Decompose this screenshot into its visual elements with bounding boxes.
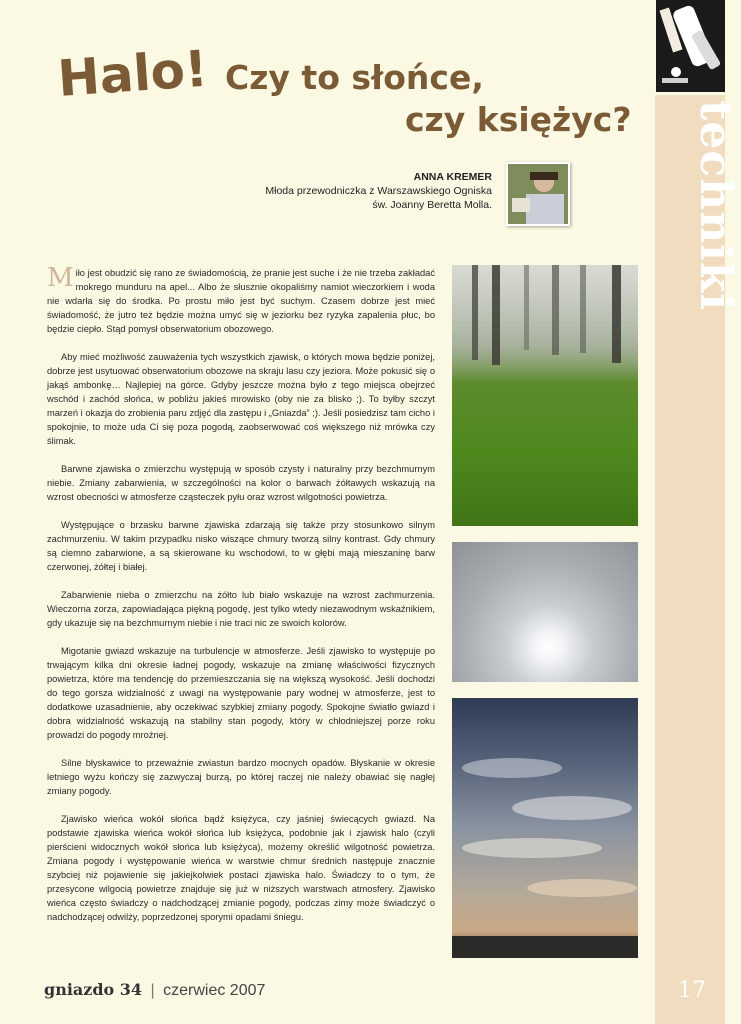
author-photo-graphic	[508, 164, 568, 224]
issue-date: czerwiec 2007	[163, 982, 266, 999]
section-label: techniki	[690, 100, 741, 312]
tools-icon	[656, 0, 725, 92]
page-number: 17	[678, 978, 706, 1003]
magazine-brand: gniazdo 34	[44, 980, 143, 999]
title-line-2: czy księżyc?	[405, 100, 632, 139]
author-line-1: Młoda przewodniczka z Warszawskiego Ogniska	[265, 185, 492, 197]
article-paragraph-3: Barwne zjawiska o zmierzchu występują w sposób czysty i naturalny przy bezchmurnym niebie. Zmiany zabarwienia, w szczególności na kolor o barwach żółtawych wskazują na wzrost obecności w atmosferze cząsteczek pyłu oraz wzrost wilgotności powietrza.	[47, 464, 435, 502]
photo-cloudy-sky	[452, 698, 638, 958]
article-paragraph-2: Aby mieć możliwość zauważenia tych wszystkich zjawisk, o których mowa będzie poniżej, dobrze jest usytuować obserwatorium obozowe na skraju lasu czy jeziora. Może pokusić się o jakąś ambonkę… Najlepiej na górce. Gdyby jeszcze można było z tego miejsca obejrzeć wschód i zachód słońca, w pobliżu jakieś mrowisko (oby nie za blisko ;). To byłby szczyt marzeń i okazja do zrobienia paru zdjęć dla zastępu i „Gniazda” ;). Jeśli posiedzisz tam cicho i spokojnie, to może uda Ci się poza pogodą, zaobserwować coś większego niż mrówka czy ślimak.	[47, 352, 435, 446]
author-name: ANNA KREMER	[413, 171, 492, 183]
footer	[44, 980, 265, 1000]
drop-cap: M	[47, 263, 74, 293]
footer-separator: |	[150, 982, 155, 999]
author-photo	[506, 162, 570, 226]
article-paragraph-6: Migotanie gwiazd wskazuje na turbulencje w atmosferze. Jeśli zjawisko to występuje po trwającym kilka dni okresie ładnej pogody, wskazuje na zmianę właściwości fizycznych powietrza, które ma tendencję do przemieszczania się na większą wysokość. Jeśli dochodzi do tego gorsza widzialność z uwagi na występowanie pary wodnej w atmosferze, jest to dodatkowe uzasadnienie, aby oczekiwać szybkiej zmiany pogody. Spokojne światło gwiazd i dobra widzialność wskazują na stabilny stan pogody, który w chłodniejszej porze roku prowadzi do pogody mroźnej.	[47, 646, 435, 740]
article-paragraph-1	[47, 263, 435, 336]
article-paragraph-7: Silne błyskawice to przeważnie zwiastun bardzo mocnych opadów. Błyskanie w okresie letniego wyżu kończy się zazwyczaj burzą, po której raczej nie należy obawiać się nagłej zmiany pogody.	[47, 758, 435, 796]
clouds-graphic	[452, 698, 638, 958]
title-line-1: Czy to słońce,	[225, 58, 484, 97]
forest-trees-graphic	[452, 265, 638, 526]
author-block	[265, 170, 492, 212]
article-paragraph-8: Zjawisko wieńca wokół słońca bądź księżyca, czy jaśniej świecących gwiazd. Na podstawie zjawiska wieńca wokół słońca lub księżyca, podobnie jak i zjawisk halo (czyli pierścieni widocznych wokół słońca lub księżyca), możemy określić wilgotność powietrza. Zmiana pogody i występowanie wieńca w warstwie chmur średnich następuje znacznie szybciej niż pojawienie się jakiejkolwiek postaci zjawiska halo. Świadczy to o tym, że przesycone wilgocią powietrze znajduje się już w niższych warstwach atmosfery. Zjawisko wieńca często świadczy o nadchodzącej zmianie pogody, podczas zimy może świadczyć o nadchodzącej odwilży, poprzedzonej sporymi opadami śniegu.	[47, 814, 435, 922]
photo-misty-forest	[452, 265, 638, 526]
article-body	[47, 263, 435, 938]
photo-sun-halo	[452, 542, 638, 682]
author-line-2: św. Joanny Beretta Molla.	[372, 199, 492, 211]
article-paragraph-4: Występujące o brzasku barwne zjawiska zdarzają się także przy stosunkowo silnym zachmurzeniu. W takim przypadku nisko wiszące chmury tworzą silny kontrast. Gdy chmury są ciemno zabarwione, a są skierowane ku wschodowi, to w głębi mają mieszaninę barw czerwonej, żółtej i białej.	[47, 520, 435, 572]
title-halo: Halo!	[55, 39, 210, 109]
tools-icon-graphic	[656, 0, 725, 92]
article-paragraph-5: Zabarwienie nieba o zmierzchu na żółto lub biało wskazuje na wzrost zachmurzenia. Wieczorna zorza, zapowiadająca piękną pogodę, jest tylko wtedy niezawodnym wskaźnikiem, gdy ukazuje się na bezchmurnym niebie i nie traci nic ze swoich kolorów.	[47, 590, 435, 628]
article-paragraph-1-text: iło jest obudzić się rano ze świadomością, że pranie jest suche i że nie trzeba zakładać mokrego munduru na apel... Albo że słusznie okopaliśmy namiot wieczorkiem i woda nie wdarła się do środka. Po prostu miło jest być suchym. Czasem dobrze jest mieć świadomość, że jutro też będzie można umyć się w jeziorku bez ryzyka zapalenia płuc, bo będzie ciepło. Stąd pomysł obserwatorium obozowego.	[47, 268, 435, 334]
